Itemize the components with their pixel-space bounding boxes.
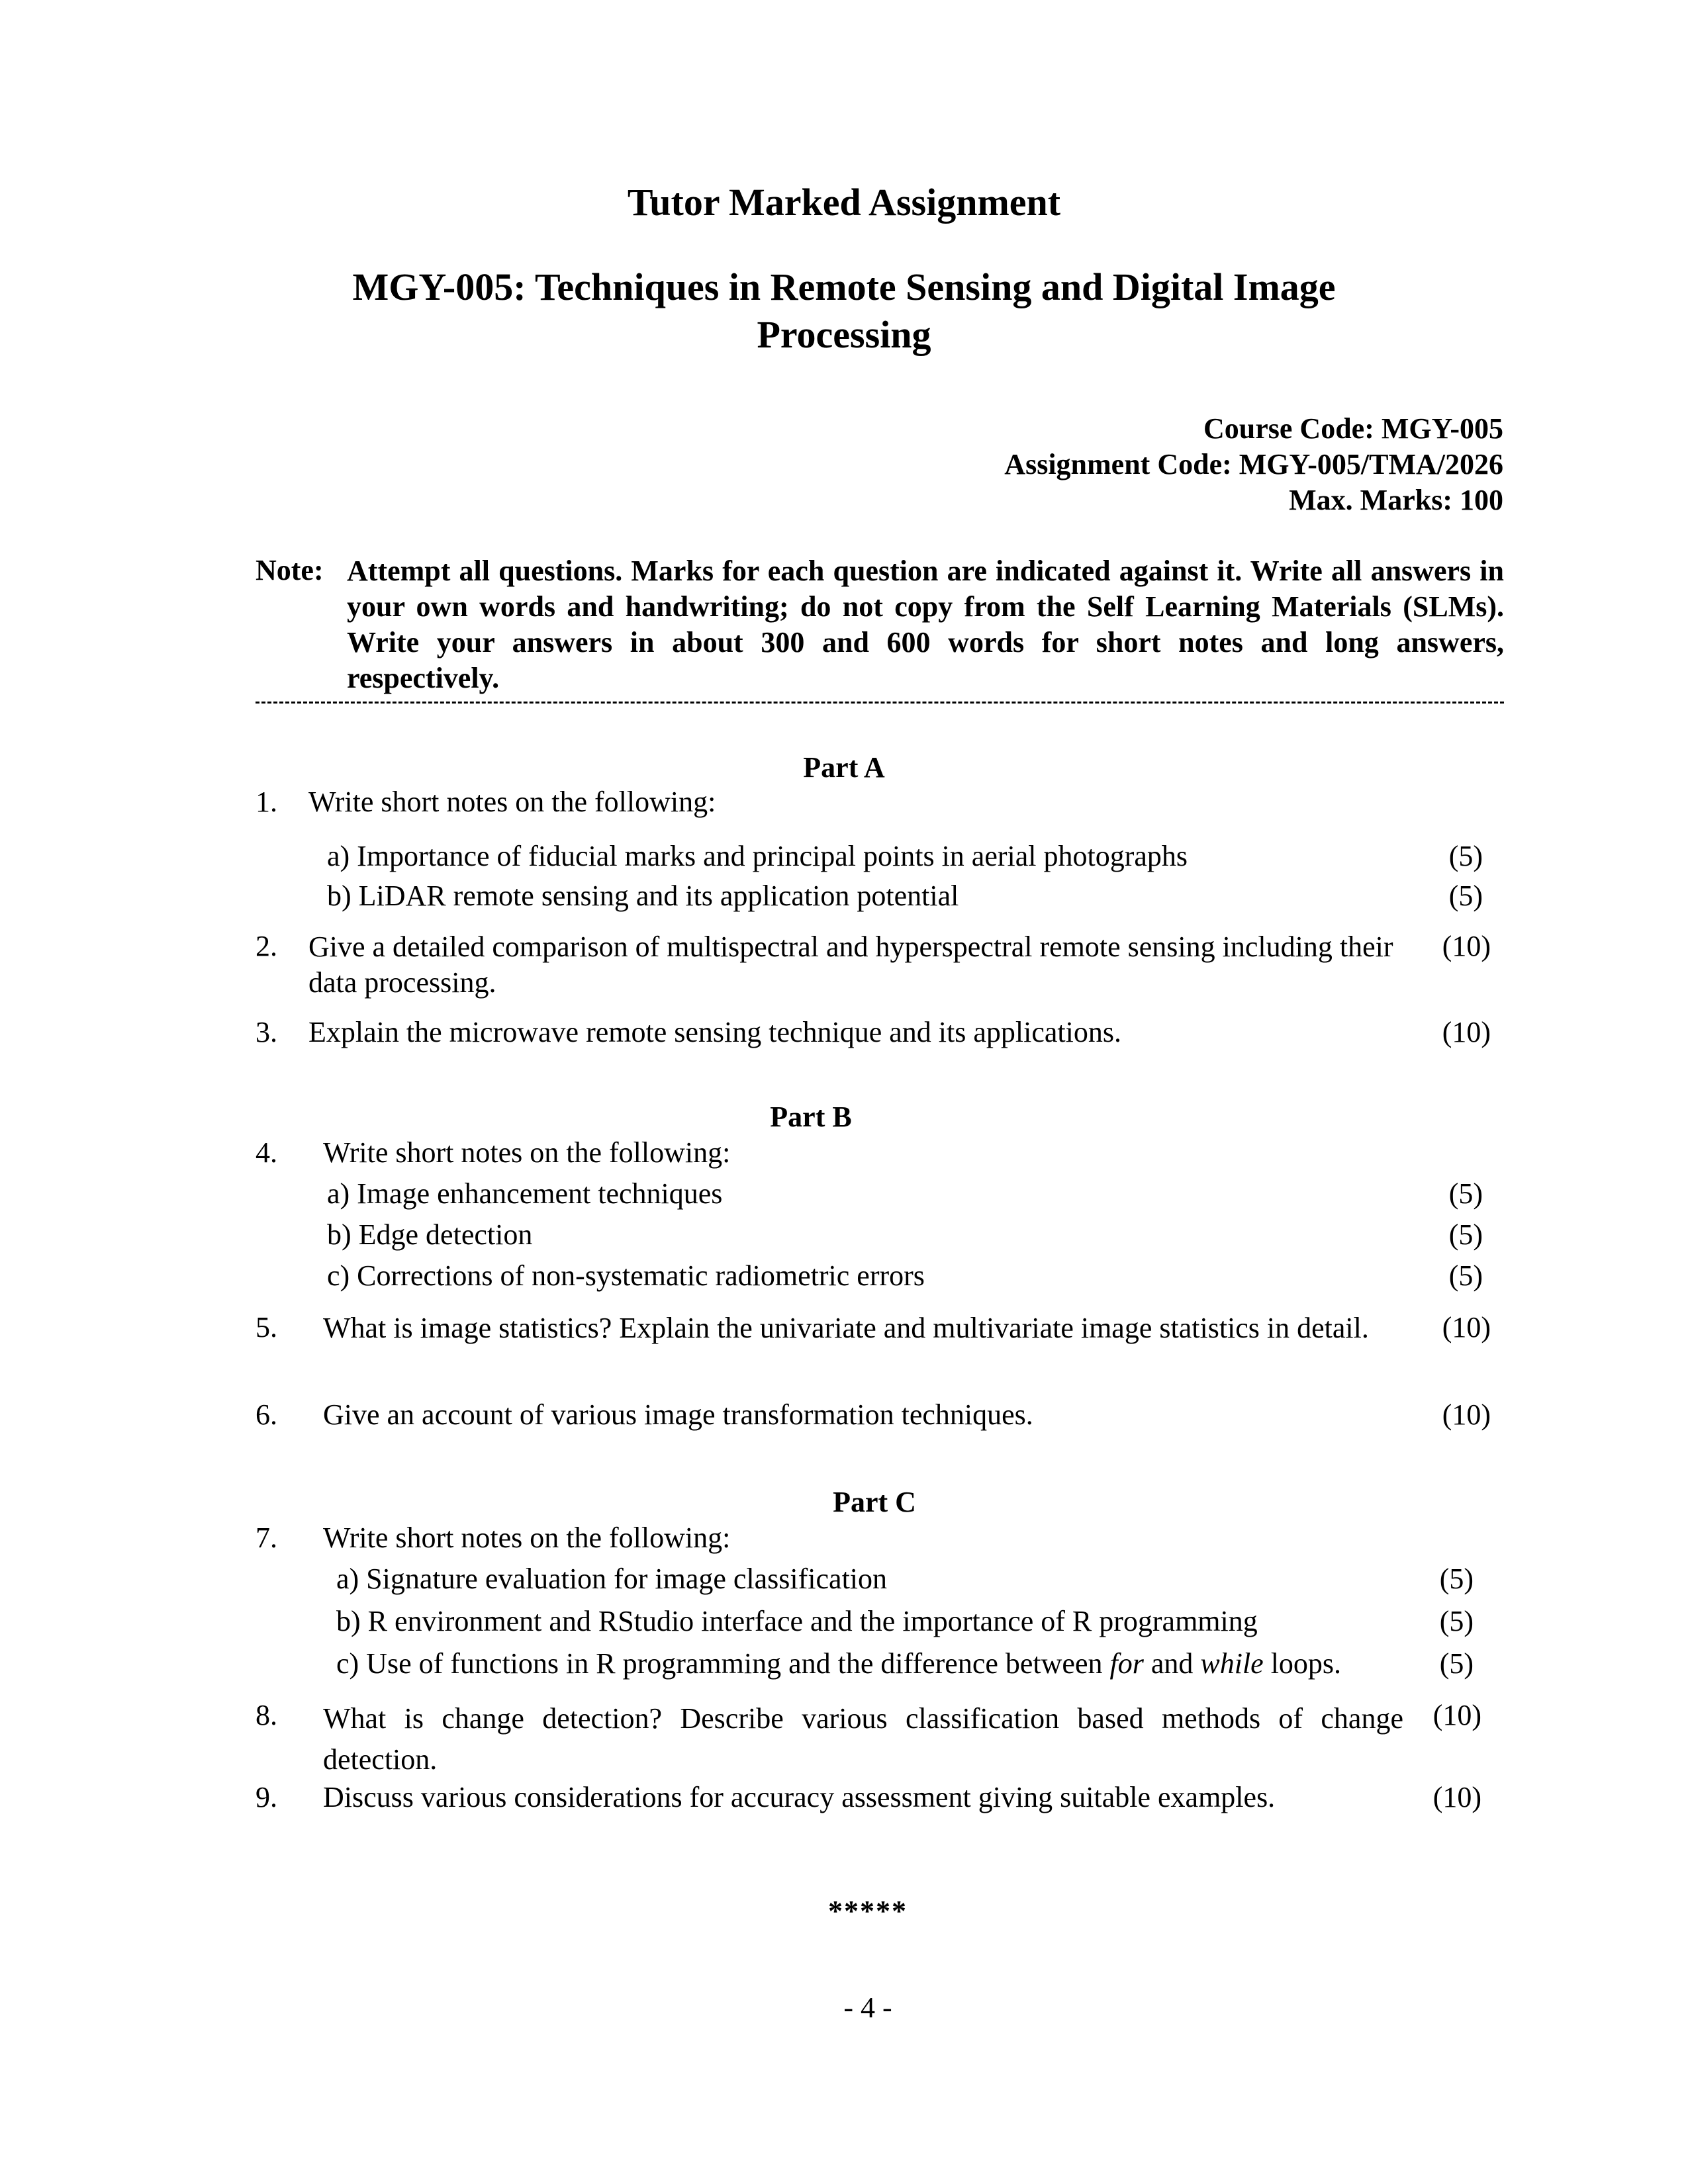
course-code: Course Code: MGY-005 (1203, 412, 1503, 445)
q8-number: 8. (256, 1699, 277, 1731)
dashed-divider (256, 702, 1504, 704)
q2-text: Give a detailed comparison of multispectral and hyperspectral remote sensing including their data processing. (308, 931, 1393, 999)
q1b-marks: (5) (1448, 880, 1483, 912)
q7a-text: a) Signature evaluation for image classification (336, 1563, 888, 1595)
q1-number: 1. (256, 786, 277, 818)
q6-text: Give an account of various image transformation techniques. (323, 1398, 1033, 1431)
q1-text: Write short notes on the following: (308, 786, 716, 818)
q9-text: Discuss various considerations for accuracy assessment giving suitable examples. (323, 1781, 1276, 1813)
q4a-text: a) Image enhancement techniques (327, 1177, 723, 1210)
q6-marks: (10) (1442, 1398, 1491, 1431)
q7c-marks: (5) (1439, 1647, 1474, 1680)
part-c-heading: Part C (833, 1486, 916, 1518)
q8-text: What is change detection? Describe various classification based methods of change detection. (323, 1702, 1403, 1776)
part-b-heading: Part B (770, 1101, 852, 1133)
q3-text: Explain the microwave remote sensing technique and its applications. (308, 1016, 1121, 1048)
course-title-line2: Processing (757, 313, 931, 356)
q7b-marks: (5) (1439, 1605, 1474, 1637)
q1a-text: a) Importance of fiducial marks and principal points in aerial photographs (327, 840, 1188, 872)
note-text: Attempt all questions. Marks for each question are indicated against it. Write all answers in your own words and handwriting; do not copy from the Self Learning Materials (SLMs). Write your answers in about 300 and 600 words for short notes and long answers, respectively. (347, 555, 1504, 694)
q7c-while-keyword: while (1200, 1647, 1264, 1680)
q1a-marks: (5) (1448, 840, 1483, 872)
q7-text: Write short notes on the following: (323, 1522, 731, 1554)
note-label: Note: (256, 554, 324, 586)
q3-number: 3. (256, 1016, 277, 1048)
course-title-line1: MGY-005: Techniques in Remote Sensing and Digital Image (352, 265, 1336, 308)
q7c-text-end: loops. (1263, 1647, 1342, 1680)
q7c-text-mid: and (1143, 1647, 1201, 1680)
q9-number: 9. (256, 1781, 277, 1813)
q4-text: Write short notes on the following: (323, 1136, 731, 1169)
q7c-text (336, 1647, 1341, 1680)
q7c-for-keyword: for (1109, 1647, 1144, 1680)
q7c-text-start: c) Use of functions in R programming and the difference between (336, 1647, 1110, 1680)
part-a-heading: Part A (803, 751, 885, 784)
q9-marks: (10) (1432, 1781, 1481, 1813)
q8-marks: (10) (1432, 1699, 1481, 1731)
end-stars: ***** (828, 1895, 908, 1927)
q4a-marks: (5) (1448, 1177, 1483, 1210)
q4-number: 4. (256, 1136, 277, 1169)
q1b-text: b) LiDAR remote sensing and its application potential (327, 880, 959, 912)
q2-marks: (10) (1442, 930, 1491, 962)
q2-number: 2. (256, 930, 277, 962)
q4b-marks: (5) (1448, 1218, 1483, 1251)
q6-number: 6. (256, 1398, 277, 1431)
q7b-text: b) R environment and RStudio interface and the importance of R programming (336, 1605, 1258, 1637)
page-number: - 4 - (843, 1991, 892, 2024)
q4c-text: c) Corrections of non-systematic radiometric errors (327, 1259, 925, 1292)
max-marks: Max. Marks: 100 (1289, 484, 1503, 516)
q3-marks: (10) (1442, 1016, 1491, 1048)
document-title: Tutor Marked Assignment (627, 181, 1061, 224)
q4b-text: b) Edge detection (327, 1218, 533, 1251)
assignment-code: Assignment Code: MGY-005/TMA/2026 (1004, 448, 1503, 480)
q7a-marks: (5) (1439, 1563, 1474, 1595)
q4c-marks: (5) (1448, 1259, 1483, 1292)
q5-text: What is image statistics? Explain the univariate and multivariate image statistics in detail. (323, 1312, 1369, 1344)
q5-marks: (10) (1442, 1311, 1491, 1343)
q7-number: 7. (256, 1522, 277, 1554)
q5-number: 5. (256, 1311, 277, 1343)
